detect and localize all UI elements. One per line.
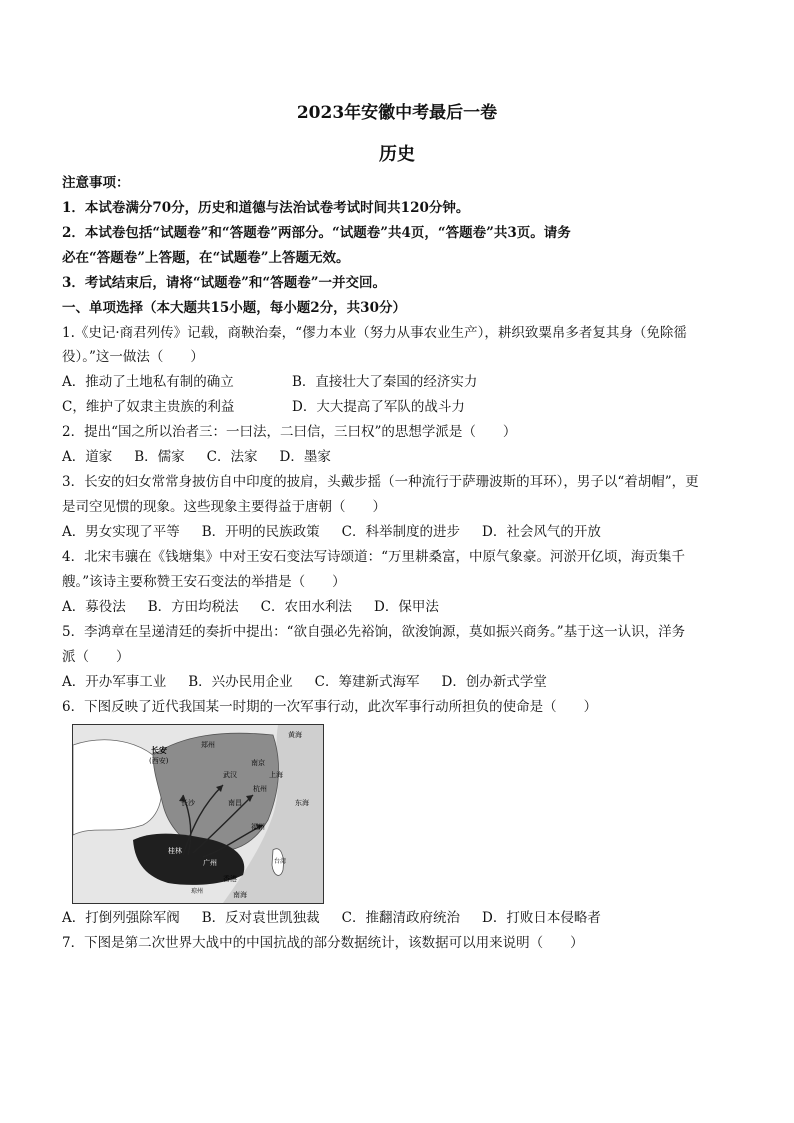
question-stem: 6．下图反映了近代我国某一时期的一次军事行动，此次军事行动所担负的使命是（ ） [62, 699, 598, 715]
map-label: 长沙 [181, 799, 195, 807]
option-a[interactable]: A．推动了土地私有制的确立 [62, 374, 234, 390]
note-item: 3．考试结束后，请将“试题卷”和“答题卷”一并交回。 [62, 275, 386, 291]
question-stem: 7．下图是第二次世界大战中的中国抗战的部分数据统计，该数据可以用来说明（ ） [62, 935, 584, 951]
question-stem: 役）。”这一做法（ ） [62, 349, 204, 365]
question-stem: 5．李鸿章在呈递清廷的奏折中提出：“欲自强必先裕饷，欲浚饷源，莫如振兴商务。”基于这一认识，洋务 [62, 624, 686, 640]
option-b[interactable]: B．方田均税法 [147, 599, 239, 615]
exam-title: 2023年安徽中考最后一卷 [296, 103, 498, 123]
option-b[interactable]: B．反对袁世凯独裁 [201, 910, 320, 926]
options-row [62, 521, 734, 543]
option-d[interactable]: D．社会风气的开放 [482, 524, 601, 540]
map-label: 香港 [223, 875, 237, 883]
map-graphic [73, 725, 323, 903]
question-stem: 1.《史记·商君列传》记载，商鞅治秦，“僇力本业（努力从事农业生产），耕织致粟帛多者复其身（免除徭 [62, 325, 687, 341]
option-c[interactable]: C．科举制度的进步 [341, 524, 461, 540]
map-label: 广州 [203, 859, 217, 867]
options-row [62, 907, 734, 929]
option-b[interactable]: B．直接壮大了秦国的经济实力 [292, 374, 478, 390]
map-label: 南海 [233, 891, 247, 899]
note-item: 必在“答题卷”上答题，在“试题卷”上答题无效。 [62, 250, 350, 266]
map-label: 长安 [151, 746, 167, 755]
question-stem: 是司空见惯的现象。这些现象主要得益于唐朝（ ） [62, 499, 386, 515]
section-heading: 一、单项选择（本大题共15小题，每小题2分，共30分） [62, 300, 406, 316]
option-c[interactable]: C．推翻清政府统治 [341, 910, 461, 926]
option-a[interactable]: A．开办军事工业 [62, 674, 167, 690]
option-c[interactable]: C．筹建新式海军 [314, 674, 420, 690]
map-label: 琼州 [191, 888, 204, 895]
option-a[interactable]: A．募役法 [62, 599, 126, 615]
option-a[interactable]: A．道家 [62, 449, 113, 465]
option-b[interactable]: B．开明的民族政策 [201, 524, 320, 540]
map-label: 南昌 [228, 799, 242, 807]
question-stem: 3．长安的妇女常常身披仿自中印度的披肩，头戴步摇（一种流行于萨珊波斯的耳环），男子以“着胡帽”，更 [62, 474, 699, 490]
options-row [62, 396, 734, 418]
map-label: 武汉 [223, 771, 237, 779]
option-d[interactable]: D．打败日本侵略者 [482, 910, 601, 926]
option-a[interactable]: A．打倒列强除军阀 [62, 910, 180, 926]
historical-map [72, 724, 324, 904]
map-label: 福州 [251, 823, 265, 831]
options-row [62, 371, 734, 393]
option-d[interactable]: D．保甲法 [374, 599, 439, 615]
option-d[interactable]: D．大大提高了军队的战斗力 [292, 399, 465, 415]
options-row [62, 446, 734, 468]
map-label: 郑州 [201, 741, 215, 749]
option-b[interactable]: B．儒家 [134, 449, 185, 465]
map-label: 杭州 [253, 785, 267, 793]
map-label: 黄海 [288, 731, 302, 739]
map-label: 台湾 [274, 858, 287, 865]
options-row [62, 596, 734, 618]
map-label: 东海 [295, 799, 309, 807]
question-stem: 4．北宋韦骧在《钱塘集》中对王安石变法写诗颂道：“万里耕桑富，中原气象豪。河淤开亿顷，海贡集千 [62, 549, 685, 565]
subject-title: 历史 [379, 144, 415, 165]
note-item: 2．本试卷包括“试题卷”和“答题卷”两部分。“试题卷”共4页，“答题卷”共3页。请务 [62, 225, 571, 241]
notes-label: 注意事项： [62, 175, 130, 191]
option-b[interactable]: B．兴办民用企业 [188, 674, 293, 690]
map-label: 上海 [269, 771, 283, 779]
option-c[interactable]: C，维护了奴隶主贵族的利益 [62, 399, 235, 415]
map-label: (西安) [149, 757, 169, 765]
option-c[interactable]: C．农田水利法 [260, 599, 353, 615]
map-label: 桂林 [168, 847, 182, 855]
question-stem: 2．提出“国之所以治者三：一曰法，二曰信，三曰权”的思想学派是（ ） [62, 424, 517, 440]
question-stem: 艘。”该诗主要称赞王安石变法的举措是（ ） [62, 574, 346, 590]
map-label: 南京 [251, 759, 265, 767]
option-d[interactable]: D．墨家 [279, 449, 331, 465]
question-stem: 派（ ） [62, 649, 130, 665]
note-item: 1．本试卷满分70分，历史和道德与法治试卷考试时间共120分钟。 [62, 200, 470, 216]
option-d[interactable]: D．创办新式学堂 [441, 674, 547, 690]
option-c[interactable]: C．法家 [206, 449, 258, 465]
options-row [62, 671, 734, 693]
option-a[interactable]: A．男女实现了平等 [62, 524, 180, 540]
